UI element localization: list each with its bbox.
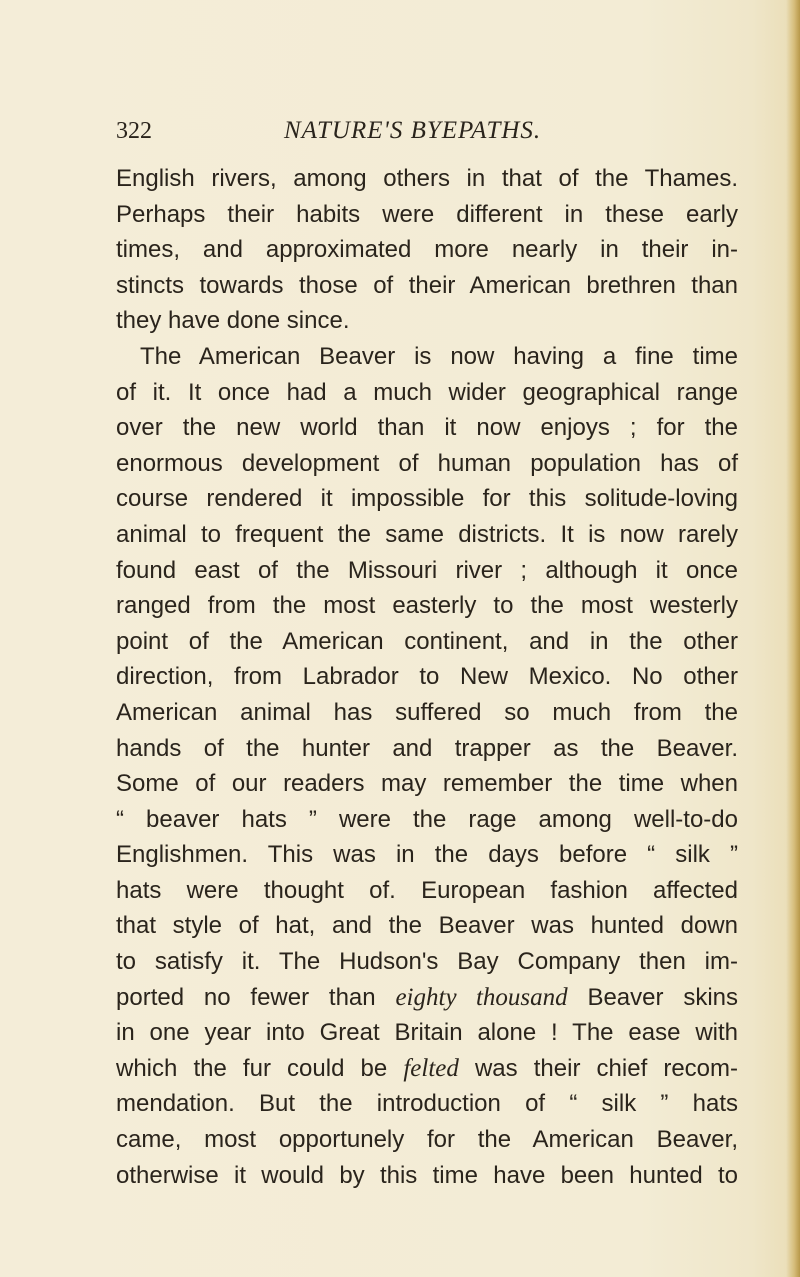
text-line: came, most opportunely for the American Beaver, <box>116 1126 738 1154</box>
text-line: ranged from the most easterly to the most westerly <box>116 592 738 620</box>
text-line: that style of hat, and the Beaver was hunted down <box>116 912 738 940</box>
text-line: otherwise it would by this time have been hunted to <box>116 1161 738 1189</box>
text-line: point of the American continent, and in the other <box>116 627 738 655</box>
text-line: American animal has suffered so much from the <box>116 698 738 726</box>
text-line: stincts towards those of their American brethren than <box>116 271 738 299</box>
text-line: over the new world than it now enjoys ; for the <box>116 414 738 442</box>
text-line: Perhaps their habits were different in these early <box>116 200 738 228</box>
text-line: direction, from Labrador to New Mexico. No other <box>116 663 738 691</box>
text-line: “ beaver hats ” were the rage among well-to-do <box>116 805 738 833</box>
text-line: hats were thought of. European fashion affected <box>116 876 738 904</box>
italic-phrase: eighty thousand <box>395 983 568 1011</box>
italic-word: felted <box>403 1054 459 1082</box>
text-line: The American Beaver is now having a fine time <box>140 342 738 370</box>
text-line: times, and approximated more nearly in their in- <box>116 236 738 264</box>
text-line: they have done since. <box>116 307 350 335</box>
running-title: NATURE'S BYEPATHS. <box>284 117 542 144</box>
text-line: Some of our readers may remember the time when <box>116 770 738 798</box>
text-segment: was their chief recom- <box>458 1054 739 1082</box>
text-line <box>116 980 738 1016</box>
text-line: in one year into Great Britain alone ! The ease with <box>116 1019 738 1047</box>
text-line: found east of the Missouri river ; although it once <box>116 556 738 584</box>
text-line: Englishmen. This was in the days before “ silk ” <box>116 841 738 869</box>
text-line: hands of the hunter and trapper as the Beaver. <box>116 734 738 762</box>
text-line: mendation. But the introduction of “ silk ” hats <box>116 1090 738 1118</box>
page-edge <box>786 0 800 1277</box>
text-line: enormous development of human population has of <box>116 449 738 477</box>
text-line: English rivers, among others in that of the Thames. <box>116 165 738 192</box>
text-line: of it. It once had a much wider geographical range <box>116 378 738 406</box>
text-line: animal to frequent the same districts. It is now rarely <box>116 520 738 548</box>
text-segment: Beaver skins <box>567 983 738 1011</box>
text-line <box>116 1051 738 1087</box>
text-line: to satisfy it. The Hudson's Bay Company then im- <box>116 948 738 976</box>
page-header <box>116 114 736 148</box>
body-text <box>116 161 738 1193</box>
text-segment: ported no fewer than <box>116 983 396 1011</box>
page-number: 322 <box>116 118 152 144</box>
text-segment: which the fur could be <box>116 1054 404 1082</box>
text-line: course rendered it impossible for this solitude-loving <box>116 485 738 513</box>
